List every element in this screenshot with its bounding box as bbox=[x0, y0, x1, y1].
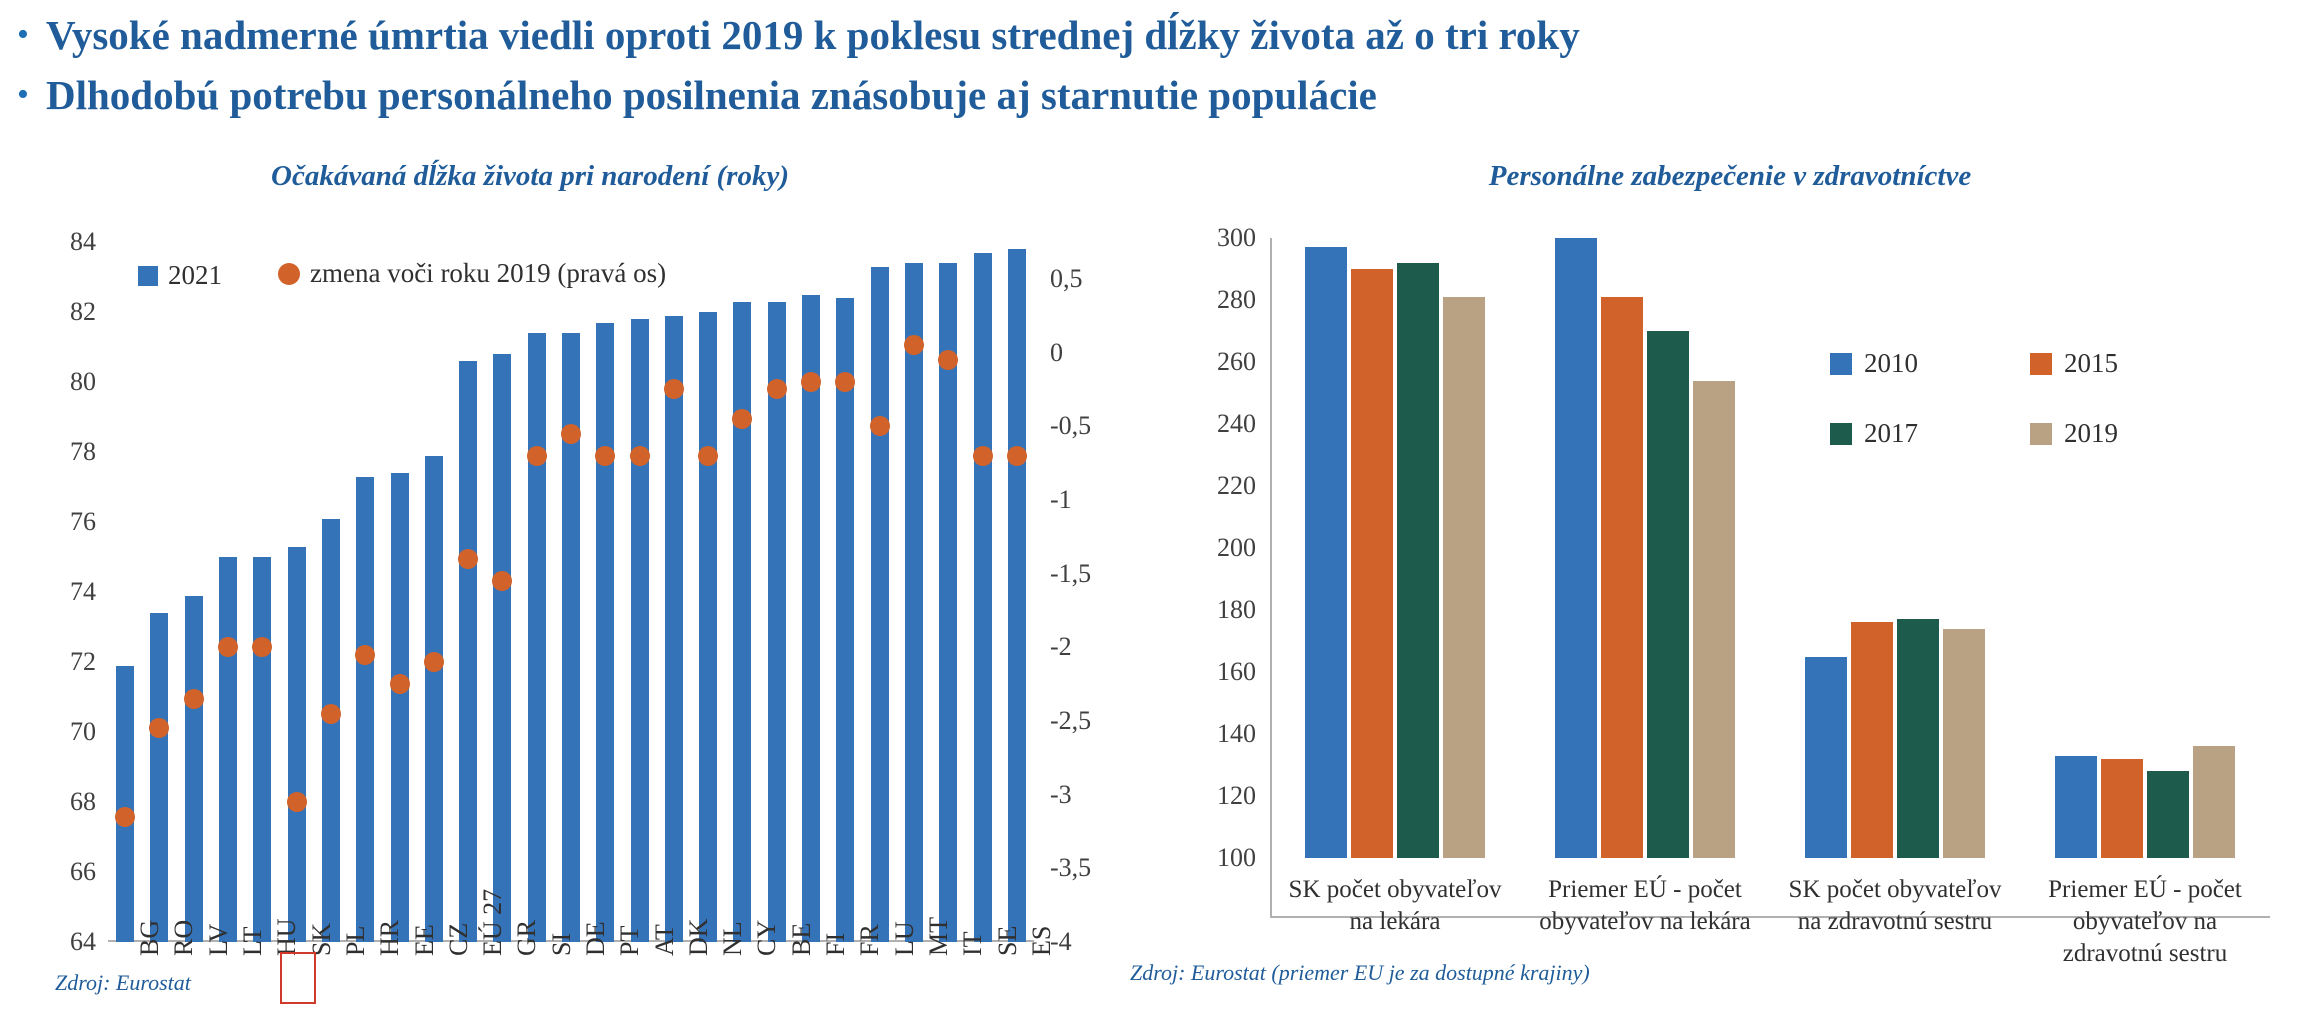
left-y-tick: 78 bbox=[70, 437, 96, 466]
category-label: HR bbox=[375, 919, 405, 956]
bar bbox=[253, 557, 271, 942]
left-y2-tick: 0 bbox=[1050, 337, 1063, 367]
legend-label: 2017 bbox=[1864, 418, 1918, 448]
right-chart-title: Personálne zabezpečenie v zdravotníctve bbox=[1488, 160, 1972, 192]
bar bbox=[596, 323, 614, 943]
category-label: DK bbox=[683, 918, 713, 956]
marker-dot bbox=[801, 372, 821, 392]
right-y-tick: 160 bbox=[1217, 657, 1256, 686]
marker-dot bbox=[630, 446, 650, 466]
bullet-row bbox=[0, 68, 2302, 122]
bullet-text-2: Dlhodobú potrebu personálneho posilnenia znásobuje aj starnutie populácie bbox=[46, 72, 1377, 118]
category-label: NL bbox=[718, 921, 748, 956]
right-y-tick: 280 bbox=[1217, 285, 1256, 314]
left-y-tick: 76 bbox=[70, 507, 96, 536]
bar bbox=[2055, 756, 2097, 858]
legend-swatch-icon bbox=[2030, 423, 2052, 445]
bar bbox=[2147, 771, 2189, 858]
marker-dot bbox=[561, 424, 581, 444]
left-y2-tick: -3 bbox=[1050, 779, 1072, 809]
bar bbox=[459, 361, 477, 942]
bar bbox=[1647, 331, 1689, 858]
bar bbox=[699, 312, 717, 942]
right-y-tick: 240 bbox=[1217, 409, 1256, 438]
legend-label: 2019 bbox=[2064, 418, 2118, 448]
legend-label: 2021 bbox=[168, 260, 222, 290]
left-y-tick: 80 bbox=[70, 367, 96, 396]
category-label: BE bbox=[786, 922, 816, 956]
marker-dot bbox=[424, 652, 444, 672]
left-y-tick: 84 bbox=[70, 227, 96, 256]
marker-dot bbox=[595, 446, 615, 466]
marker-dot bbox=[904, 335, 924, 355]
bar bbox=[356, 477, 374, 943]
left-y2-tick: 0,5 bbox=[1050, 263, 1083, 293]
bar bbox=[322, 519, 340, 943]
right-y-tick: 260 bbox=[1217, 347, 1256, 376]
marker-dot bbox=[458, 549, 478, 569]
category-label: IT bbox=[958, 931, 988, 956]
left-y2-tick: -2,5 bbox=[1050, 705, 1092, 735]
left-plot-area bbox=[70, 227, 1092, 956]
bar bbox=[1555, 238, 1597, 858]
bar bbox=[665, 316, 683, 943]
right-plot-area bbox=[1217, 223, 2270, 967]
left-y2-tick: -1 bbox=[1050, 484, 1072, 514]
marker-dot bbox=[355, 645, 375, 665]
legend-swatch-icon bbox=[1830, 353, 1852, 375]
bullet-marker-icon: • bbox=[17, 76, 29, 113]
bar bbox=[1008, 249, 1026, 942]
right-y-tick: 140 bbox=[1217, 719, 1256, 748]
bar bbox=[150, 613, 168, 942]
right-y-tick: 100 bbox=[1217, 843, 1256, 872]
legend-swatch-icon bbox=[2030, 353, 2052, 375]
category-label: FI bbox=[821, 932, 851, 956]
category-label: CZ bbox=[443, 922, 473, 956]
category-label: LT bbox=[238, 926, 268, 956]
bar bbox=[528, 333, 546, 942]
bar bbox=[1305, 247, 1347, 858]
left-y2-tick: -0,5 bbox=[1050, 411, 1092, 441]
left-chart-title: Očakávaná dĺžka života pri narodení (roky) bbox=[271, 160, 789, 192]
category-label: ES bbox=[1026, 925, 1056, 956]
bar bbox=[288, 547, 306, 943]
left-source-note: Zdroj: Eurostat bbox=[55, 970, 191, 995]
marker-dot bbox=[973, 446, 993, 466]
bar bbox=[493, 354, 511, 942]
category-label: SI bbox=[546, 932, 576, 956]
legend-swatch-icon bbox=[1830, 423, 1852, 445]
legend-item-2015 bbox=[2030, 348, 2118, 379]
category-label: LV bbox=[203, 923, 233, 956]
legend-item-2021 bbox=[138, 260, 222, 291]
healthcare-staffing-chart-panel bbox=[1130, 160, 2290, 1010]
category-label: SE bbox=[992, 925, 1022, 956]
category-label: AT bbox=[649, 924, 679, 956]
bar bbox=[1943, 629, 1985, 858]
category-label: HU bbox=[272, 918, 302, 956]
group-label: Priemer EÚ - počet obyvateľov na zdravotnú sestru bbox=[2048, 876, 2242, 967]
legend-label: zmena voči roku 2019 (pravá os) bbox=[310, 258, 667, 288]
left-y2-tick: -4 bbox=[1050, 927, 1072, 956]
right-y-tick: 120 bbox=[1217, 781, 1256, 810]
left-y-tick: 70 bbox=[70, 717, 96, 746]
bar bbox=[2193, 746, 2235, 858]
bar bbox=[1351, 269, 1393, 858]
left-y-tick: 66 bbox=[70, 857, 96, 886]
bar bbox=[1693, 381, 1735, 858]
marker-dot bbox=[1007, 446, 1027, 466]
legend-item-2019 bbox=[2030, 418, 2118, 449]
legend-label: 2010 bbox=[1864, 348, 1918, 378]
bar bbox=[836, 298, 854, 942]
bar bbox=[1443, 297, 1485, 858]
category-label: EE bbox=[409, 924, 439, 956]
marker-dot bbox=[767, 379, 787, 399]
bar bbox=[1601, 297, 1643, 858]
category-label: EÚ 27 bbox=[478, 888, 508, 956]
group-label: SK počet obyvateľov na zdravotnú sestru bbox=[1788, 876, 2002, 935]
bar bbox=[185, 596, 203, 943]
right-y-tick: 200 bbox=[1217, 533, 1256, 562]
left-y-tick: 82 bbox=[70, 297, 96, 326]
bar bbox=[1897, 619, 1939, 858]
bar bbox=[391, 473, 409, 942]
legend-item-2010 bbox=[1830, 348, 1918, 379]
legend-swatch-icon bbox=[278, 263, 300, 285]
left-y2-tick: -2 bbox=[1050, 632, 1072, 662]
bar bbox=[219, 557, 237, 942]
category-label: PT bbox=[615, 925, 645, 956]
category-label: CY bbox=[752, 919, 782, 956]
bar bbox=[425, 456, 443, 943]
category-label: DE bbox=[581, 921, 610, 956]
category-label: LU bbox=[889, 921, 919, 956]
marker-dot bbox=[698, 446, 718, 466]
left-y-tick: 68 bbox=[70, 787, 96, 816]
right-y-tick: 300 bbox=[1217, 223, 1256, 252]
legend-label: 2015 bbox=[2064, 348, 2118, 378]
left-y-tick: 64 bbox=[70, 927, 96, 956]
left-y2-tick: -1,5 bbox=[1050, 558, 1092, 588]
marker-dot bbox=[870, 416, 890, 436]
marker-dot bbox=[115, 807, 135, 827]
highlight-box-sk bbox=[280, 952, 316, 1004]
bar bbox=[905, 263, 923, 942]
legend-item-2017 bbox=[1830, 418, 1918, 449]
bar bbox=[2101, 759, 2143, 858]
group-label: SK počet obyvateľov na lekára bbox=[1288, 876, 1502, 935]
category-label: GR bbox=[512, 919, 542, 956]
header-bullets bbox=[0, 8, 2302, 128]
category-label: SK bbox=[306, 922, 336, 956]
legend-swatch-icon bbox=[138, 266, 158, 286]
bar bbox=[974, 253, 992, 943]
life-expectancy-chart-panel bbox=[20, 160, 1130, 1010]
bar bbox=[116, 666, 134, 943]
marker-dot bbox=[527, 446, 547, 466]
group-label: Priemer EÚ - počet obyvateľov na lekára bbox=[1539, 876, 1751, 935]
category-label: PL bbox=[340, 925, 370, 956]
left-y-tick: 72 bbox=[70, 647, 96, 676]
marker-dot bbox=[287, 792, 307, 812]
bar bbox=[1805, 657, 1847, 859]
bar bbox=[631, 319, 649, 942]
bar bbox=[1851, 622, 1893, 858]
left-y-tick: 74 bbox=[70, 577, 96, 606]
right-y-tick: 180 bbox=[1217, 595, 1256, 624]
bullet-text-1: Vysoké nadmerné úmrtia viedli oproti 2019 k poklesu strednej dĺžky života až o tri roky bbox=[46, 12, 1580, 58]
bar bbox=[733, 302, 751, 943]
category-label: MT bbox=[923, 917, 953, 956]
bullet-row bbox=[0, 8, 2302, 62]
right-y-tick: 220 bbox=[1217, 471, 1256, 500]
category-label: BG bbox=[135, 919, 165, 956]
category-label: FR bbox=[855, 924, 885, 956]
marker-dot bbox=[321, 704, 341, 724]
bar bbox=[1397, 263, 1439, 858]
category-label: RO bbox=[169, 919, 199, 956]
bar bbox=[871, 267, 889, 943]
marker-dot bbox=[184, 689, 204, 709]
right-source-note: Zdroj: Eurostat (priemer EU je za dostupné krajiny) bbox=[1130, 960, 1590, 985]
left-y2-tick: -3,5 bbox=[1050, 853, 1092, 883]
legend-item-change bbox=[278, 258, 666, 289]
marker-dot bbox=[390, 674, 410, 694]
bullet-marker-icon: • bbox=[17, 16, 29, 53]
